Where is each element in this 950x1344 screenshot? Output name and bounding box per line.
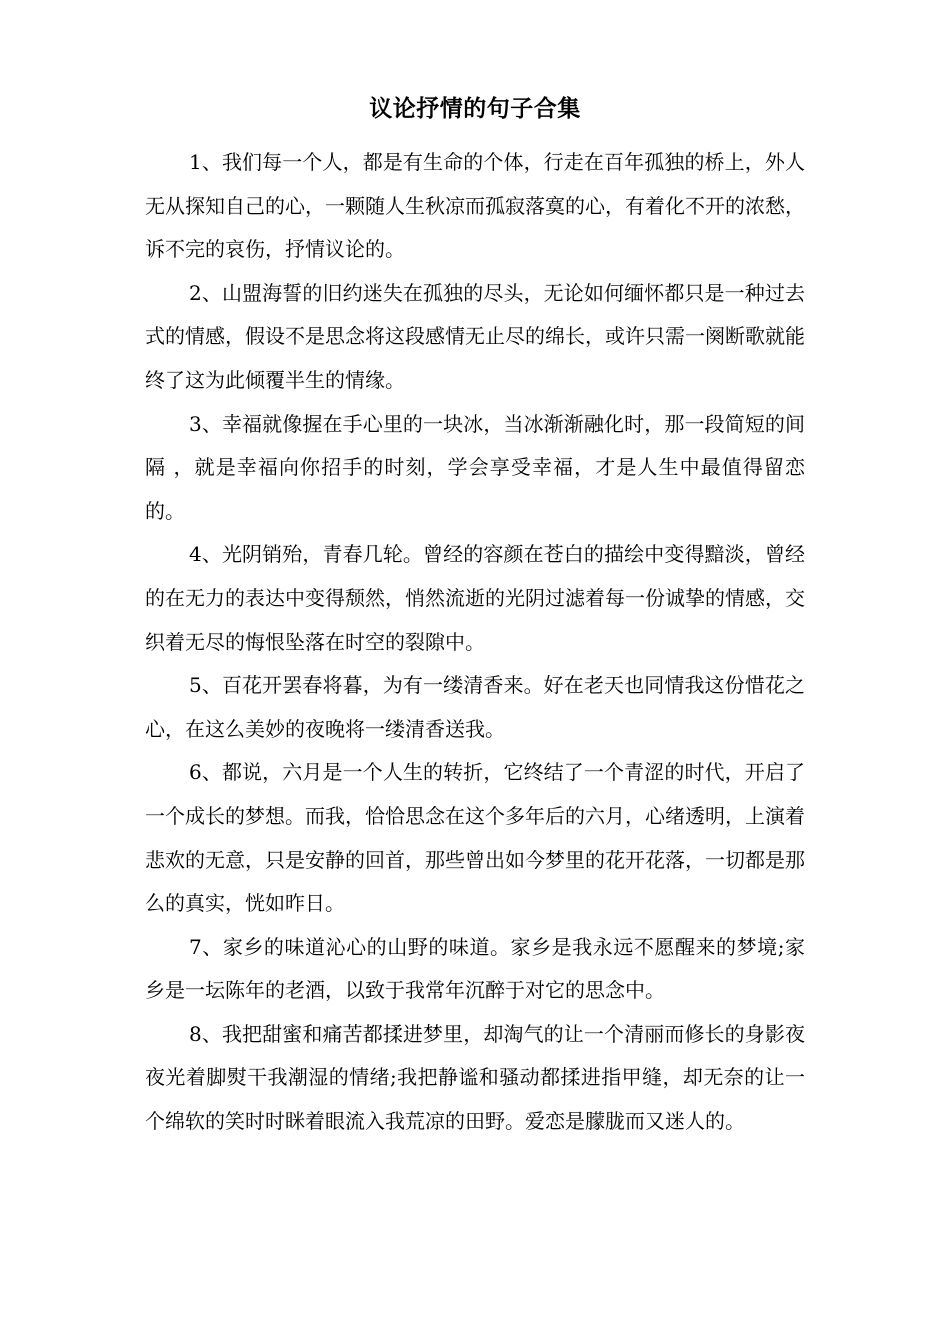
paragraph-4: 4、光阴销殆，青春几轮。曾经的容颜在苍白的描绘中变得黯淡，曾经的在无力的表达中变得颓然，悄然流逝的光阴过滤着每一份诚挚的情感，交织着无尽的悔恨坠落在时空的裂隙中。	[145, 542, 805, 654]
paragraph-5: 5、百花开罢春将暮，为有一缕清香来。好在老天也同情我这份惜花之心，在这么美妙的夜晚将一缕清香送我。	[145, 673, 805, 741]
paragraph-3: 3、幸福就像握在手心里的一块冰，当冰渐渐融化时，那一段简短的间隔 ，就是幸福向你招手的时刻，学会享受幸福，才是人生中最值得留恋的。	[145, 411, 805, 523]
paragraph-8: 8、我把甜蜜和痛苦都揉进梦里，却淘气的让一个清丽而修长的身影夜夜光着脚熨干我潮湿的情绪;我把静谧和骚动都揉进指甲缝，却无奈的让一个绵软的笑时时眯着眼流入我荒凉的田野。爱恋是朦胧而又迷人的。	[145, 1021, 805, 1134]
paragraph-7: 7、家乡的味道沁心的山野的味道。家乡是我永远不愿醒来的梦境;家乡是一坛陈年的老酒，以致于我常年沉醉于对它的思念中。	[145, 934, 805, 1003]
document-body	[145, 141, 805, 1144]
document-title: 议论抒情的句子合集	[369, 96, 581, 122]
paragraph-2: 2、山盟海誓的旧约迷失在孤独的尽头，无论如何缅怀都只是一种过去式的情感，假设不是思念将这段感情无止尽的绵长，或许只需一阕断歌就能终了这为此倾覆半生的情缘。	[145, 280, 805, 392]
paragraph-6: 6、都说，六月是一个人生的转折，它终结了一个青涩的时代，开启了一个成长的梦想。而我，恰恰思念在这个多年后的六月，心绪透明，上演着悲欢的无意，只是安静的回首，那些曾出如今梦里的花开花落，一切都是那么的真实，恍如昨日。	[145, 760, 805, 916]
paragraph-1: 1、我们每一个人，都是有生命的个体，行走在百年孤独的桥上，外人无从探知自己的心，一颗随人生秋凉而孤寂落寞的心，有着化不开的浓愁，诉不完的哀伤，抒情议论的。	[145, 150, 805, 262]
